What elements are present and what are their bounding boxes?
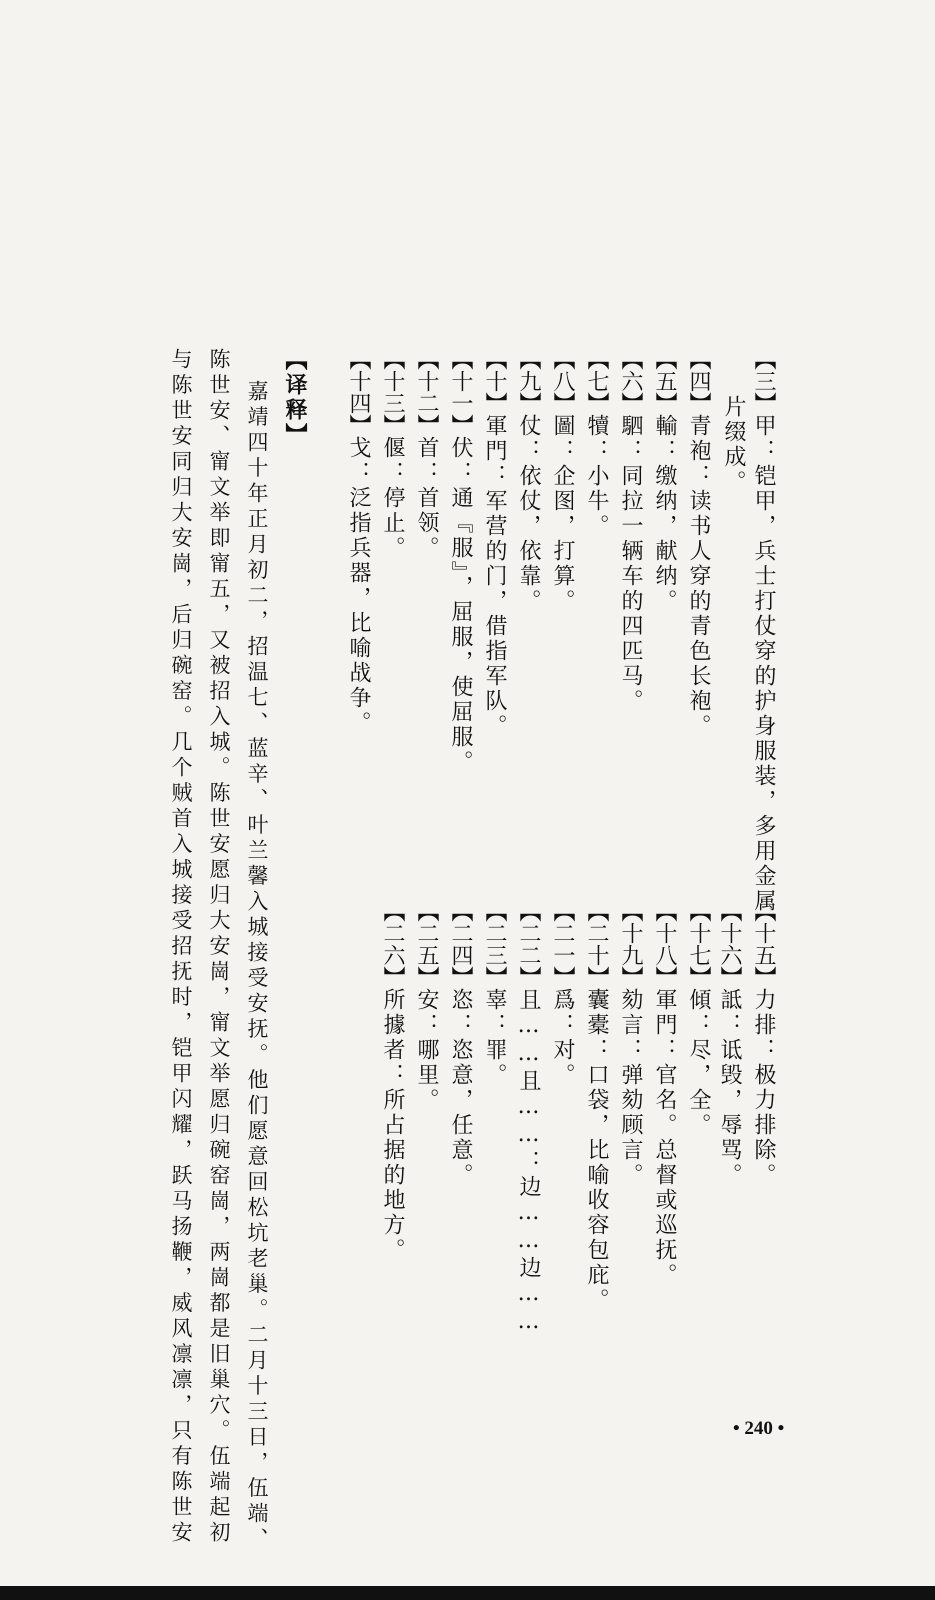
note-8: 【八】圖：企图，打算。 (550, 348, 575, 614)
note-20: 【二十】囊橐：口袋，比喻收容包庇。 (584, 900, 609, 1313)
translation-line-3: 与陈世安同归大安崗，后归碗窑。几个贼首入城接受招抚时，铠甲闪耀，跃马扬鞭，威风凛凛，只有陈世安 (169, 348, 193, 1547)
translation-heading: 【译释】 (282, 348, 308, 448)
note-21: 【二一】爲：对。 (550, 900, 575, 1088)
note-23: 【二三】辜：罪。 (482, 900, 507, 1088)
note-16: 【十六】詆：诋毁，辱骂。 (717, 900, 742, 1188)
page-number: • 240 • (733, 1418, 785, 1439)
note-3: 【三】甲：铠甲，兵士打仗穿的护身服装，多用金属 (751, 348, 776, 914)
note-10: 【十】軍門：军营的门，借指军队。 (482, 348, 507, 739)
note-12: 【十二】首：首领。 (414, 348, 439, 561)
note-17: 【十七】傾：尽，全。 (686, 900, 711, 1138)
note-26: 【二六】所據者：所占据的地方。 (380, 900, 405, 1263)
note-22: 【二二】且……且……：边……边…… (516, 900, 541, 1337)
note-19: 【十九】劾言：弹劾顾言。 (618, 900, 643, 1188)
note-6: 【六】駟：同拉一辆车的四匹马。 (618, 348, 643, 714)
note-14: 【十四】戈：泛指兵器，比喻战争。 (346, 348, 371, 736)
scan-edge-bar (0, 1586, 935, 1600)
note-15: 【十五】力排：极力排除。 (751, 900, 776, 1188)
note-3-continuation: 片缀成。 (721, 395, 746, 495)
note-13: 【十三】偃：停止。 (380, 348, 405, 561)
note-9: 【九】仗：依仗，依靠。 (516, 348, 541, 614)
note-4: 【四】青袍：读书人穿的青色长袍。 (686, 348, 711, 739)
note-18: 【十八】軍門：官名。总督或巡抚。 (652, 900, 677, 1288)
translation-line-1: 嘉靖四十年正月初二，招温七、蓝辛、叶兰馨入城接受安抚。他们愿意回松坑老巢。二月十三日，伍端、 (245, 380, 269, 1553)
translation-line-2: 陈世安、甯文举即甯五，又被招入城。陈世安愿归大安崗，甯文举愿归碗窑崗，两崗都是旧巢穴。伍端起初 (207, 348, 231, 1547)
note-24: 【二四】恣：恣意，任意。 (448, 900, 473, 1188)
note-5: 【五】輸：缴纳，献纳。 (652, 348, 677, 614)
note-11: 【十一】伏：通『服』，屈服，使屈服。 (448, 348, 473, 775)
note-25: 【二五】安：哪里。 (414, 900, 439, 1113)
note-7: 【七】犢：小牛。 (584, 348, 609, 539)
